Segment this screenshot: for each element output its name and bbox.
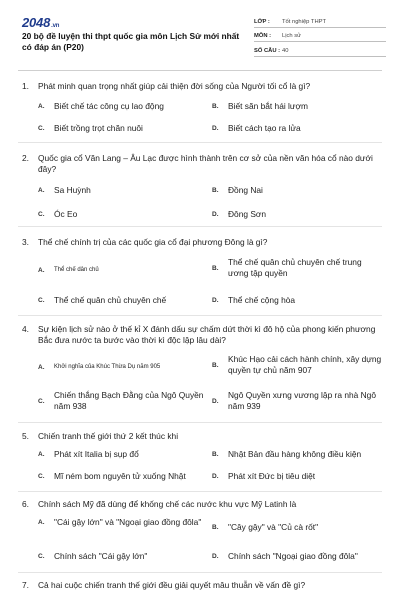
option-letter: D. (212, 553, 219, 560)
option-letter: D. (212, 125, 219, 132)
option-text: Thể chế dân chủ (54, 267, 99, 273)
option-letter: D. (212, 473, 219, 480)
document-header (0, 0, 400, 72)
option-text: Phát xít Italia bị sụp đổ (54, 449, 139, 459)
option-c[interactable] (38, 390, 208, 412)
option-text: "Cái gậy lớn" và "Ngoại giao đồng đôla" (54, 517, 202, 527)
option-c[interactable] (38, 295, 208, 306)
question-6 (22, 499, 384, 561)
question-5 (22, 431, 384, 481)
question-divider (18, 315, 382, 316)
meta-row-subject (254, 28, 386, 43)
option-letter: B. (212, 264, 219, 272)
option-text: Phát xít Đức bị tiêu diệt (228, 471, 316, 481)
meta-value: 40 (282, 47, 289, 54)
option-text: Biết trồng trọt chăn nuôi (54, 123, 143, 133)
option-letter: B. (212, 451, 219, 458)
option-letter: A. (38, 187, 45, 194)
option-letter: D. (212, 397, 219, 405)
option-letter: D. (212, 211, 219, 218)
option-b[interactable] (212, 185, 382, 196)
question-number: 4. (22, 324, 29, 334)
question-7 (22, 580, 384, 591)
meta-key: LỚP : (254, 18, 270, 25)
question-text: Thể chế chính trị của các quốc gia cổ đại phương Đông là gì? (38, 237, 268, 247)
question-divider (18, 142, 382, 143)
option-b[interactable] (212, 354, 382, 376)
option-text: Thể chế quân chủ chuyên chế trung ương tập quyền (228, 257, 362, 278)
option-a[interactable] (38, 101, 208, 112)
option-letter: A. (38, 364, 45, 371)
option-text: Khúc Hạo cải cách hành chính, xây dựng quyền tự chủ năm 907 (228, 354, 382, 375)
option-text: Mĩ ném bom nguyên tử xuống Nhật (54, 471, 186, 481)
option-text: Nhật Bản đầu hàng không điều kiện (228, 449, 362, 459)
question-text: Cả hai cuộc chiến tranh thế giới đều giải quyết mâu thuẫn về vấn đề gì? (38, 580, 306, 590)
question-number: 5. (22, 431, 29, 441)
option-a[interactable] (38, 265, 208, 276)
option-text: Sa Huỳnh (54, 185, 91, 195)
document-title: 20 bộ đề luyện thi thpt quốc gia môn Lịch Sử mới nhất có đáp án (P20) (22, 31, 240, 52)
option-d[interactable] (212, 551, 382, 562)
meta-key: MÔN : (254, 33, 272, 39)
option-text: Biết chế tác công cụ lao động (54, 101, 164, 111)
option-letter: B. (212, 524, 219, 531)
logo-text: 2048 (22, 15, 51, 30)
option-b[interactable] (212, 449, 382, 460)
question-divider (18, 422, 382, 423)
option-a[interactable] (38, 449, 208, 460)
option-c[interactable] (38, 471, 208, 482)
option-letter: B. (212, 361, 219, 369)
option-letter: A. (38, 519, 45, 526)
question-text: Quốc gia cổ Văn Lang – Âu Lạc được hình thành trên cơ sở của nền văn hóa cổ nào dưới đây? (38, 153, 373, 174)
option-letter: A. (38, 103, 45, 110)
option-text: Khởi nghĩa của Khúc Thừa Dụ năm 905 (54, 364, 161, 370)
option-b[interactable] (212, 257, 382, 279)
question-divider (18, 226, 382, 227)
option-d[interactable] (212, 390, 382, 412)
question-number: 6. (22, 499, 29, 509)
meta-row-class (254, 13, 386, 28)
option-d[interactable] (212, 209, 382, 220)
option-d[interactable] (212, 123, 382, 134)
question-3 (22, 237, 384, 305)
option-text: "Cây gậy" và "Củ cà rốt" (228, 522, 319, 532)
option-text: Đồng Nai (228, 185, 263, 195)
site-logo[interactable] (22, 15, 59, 30)
option-text: Thể chế quân chủ chuyên chế (54, 295, 167, 305)
question-number: 1. (22, 81, 29, 91)
option-c[interactable] (38, 123, 208, 134)
option-letter: C. (38, 473, 45, 480)
option-letter: C. (38, 297, 45, 304)
question-1 (22, 81, 384, 133)
option-c[interactable] (38, 209, 208, 220)
meta-key: SỐ CÂU : (254, 47, 281, 54)
option-letter: D. (212, 297, 219, 304)
option-letter: C. (38, 553, 45, 560)
logo-suffix: .vn (51, 23, 60, 29)
option-letter: C. (38, 211, 45, 218)
option-letter: B. (212, 187, 219, 194)
question-divider (18, 491, 382, 492)
option-a[interactable] (38, 362, 208, 373)
question-number: 3. (22, 237, 29, 247)
option-text: Ngô Quyền xưng vương lập ra nhà Ngô năm 939 (228, 390, 376, 411)
meta-value: Lịch sử (282, 33, 302, 39)
option-b[interactable] (212, 101, 382, 112)
option-letter: B. (212, 103, 219, 110)
option-letter: A. (38, 451, 45, 458)
question-text: Chính sách Mỹ đã dùng để khống chế các nước khu vực Mỹ Latinh là (38, 499, 297, 509)
option-text: Thể chế cộng hòa (228, 295, 296, 305)
option-c[interactable] (38, 551, 208, 562)
option-text: Biết săn bắt hái lượm (228, 101, 308, 111)
meta-row-count (254, 42, 386, 57)
option-a[interactable] (38, 185, 208, 196)
option-text: Óc Eo (54, 209, 78, 219)
question-text: Phát minh quan trọng nhất giúp cải thiện đời sống của Người tối cổ là gì? (38, 81, 311, 91)
question-number: 2. (22, 153, 29, 163)
option-text: Chính sách "Cái gậy lớn" (54, 551, 148, 561)
option-d[interactable] (212, 295, 382, 306)
question-text: Chiến tranh thế giới thứ 2 kết thúc khi (38, 431, 179, 441)
header-divider (18, 70, 382, 71)
question-2 (22, 153, 384, 219)
option-text: Chính sách "Ngoại giao đồng đôla" (228, 551, 358, 561)
option-text: Đông Sơn (228, 209, 267, 219)
option-text: Chiến thắng Bạch Đằng của Ngô Quyền năm 938 (54, 390, 204, 411)
meta-value: Tốt nghiệp THPT (282, 18, 327, 25)
question-divider (18, 572, 382, 573)
option-a[interactable] (38, 517, 208, 528)
option-text: Biết cách tạo ra lửa (228, 123, 301, 133)
option-letter: C. (38, 125, 45, 132)
question-4 (22, 324, 384, 411)
question-number: 7. (22, 580, 29, 590)
option-b[interactable] (212, 522, 382, 533)
option-letter: A. (38, 267, 45, 274)
option-d[interactable] (212, 471, 382, 482)
option-letter: C. (38, 397, 45, 405)
document-meta (254, 13, 386, 57)
question-text: Sự kiện lịch sử nào ở thế kỉ X đánh dấu sự chấm dứt thời kì đô hộ của phong kiến phương Bắc đưa nước ta bước vào thời kì độc lập lâu dài? (38, 324, 376, 345)
